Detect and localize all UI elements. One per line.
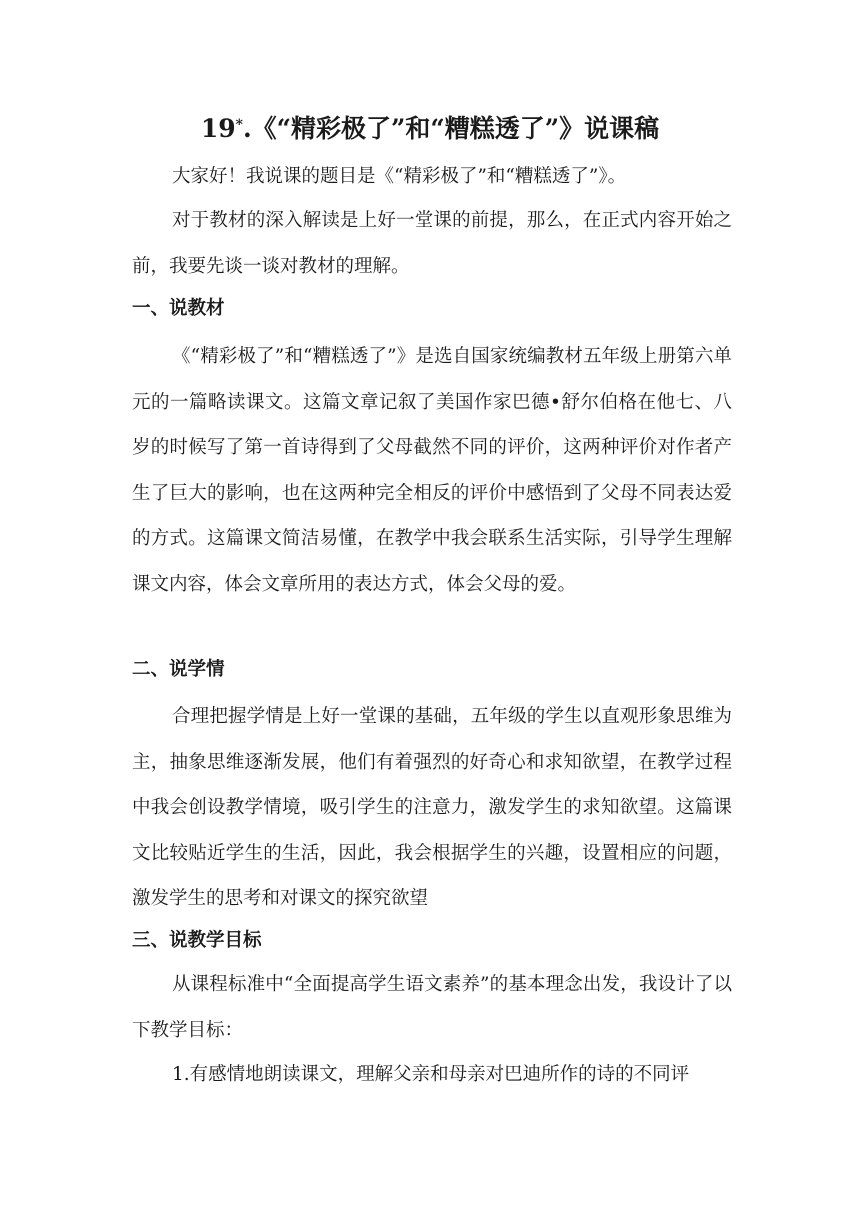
section-heading-textbook: 一、说教材: [132, 298, 225, 319]
section-heading-objectives: 三、说教学目标: [132, 930, 262, 951]
document-title: [0, 112, 860, 146]
section-objectives-paragraph: 从课程标准中“全面提高学生语文素养”的基本理念出发，我设计了以下教学目标：: [132, 974, 732, 1041]
title-text: .《“精彩极了”和“糟糕透了”》说课稿: [242, 114, 660, 143]
title-star: *: [235, 117, 243, 133]
section-textbook-paragraph: 《“精彩极了”和“糟糕透了”》是选自国家统编教材五年级上册第六单元的一篇略读课文。这篇文章记叙了美国作家巴德•舒尔伯格在他七、八岁的时候写了第一首诗得到了父母截然不同的评价，这两种评价对作者产生了巨大的影响，也在这两种完全相反的评价中感悟到了父母不同表达爱的方式。这篇课文简洁易懂，在教学中我会联系生活实际，引导学生理解课文内容，体会文章所用的表达方式，体会父母的爱。: [132, 346, 732, 595]
section-students-paragraph: 合理把握学情是上好一堂课的基础，五年级的学生以直观形象思维为主，抽象思维逐渐发展，他们有着强烈的好奇心和求知欲望，在教学过程中我会创设教学情境，吸引学生的注意力，激发学生的求知欲望。这篇课文比较贴近学生的生活，因此，我会根据学生的兴趣，设置相应的问题，激发学生的思考和对课文的探究欲望: [132, 706, 732, 909]
objective-item-1: 1.有感情地朗读课文，理解父亲和母亲对巴迪所作的诗的不同评: [172, 1064, 690, 1085]
section-heading-students: 二、说学情: [132, 659, 225, 680]
title-number: 19: [200, 114, 236, 143]
greeting-paragraph: 大家好！我说课的题目是《“精彩极了”和“糟糕透了”》。: [172, 166, 627, 187]
intro-paragraph: 对于教材的深入解读是上好一堂课的前提，那么，在正式内容开始之前，我要先谈一谈对教材的理解。: [132, 210, 732, 277]
